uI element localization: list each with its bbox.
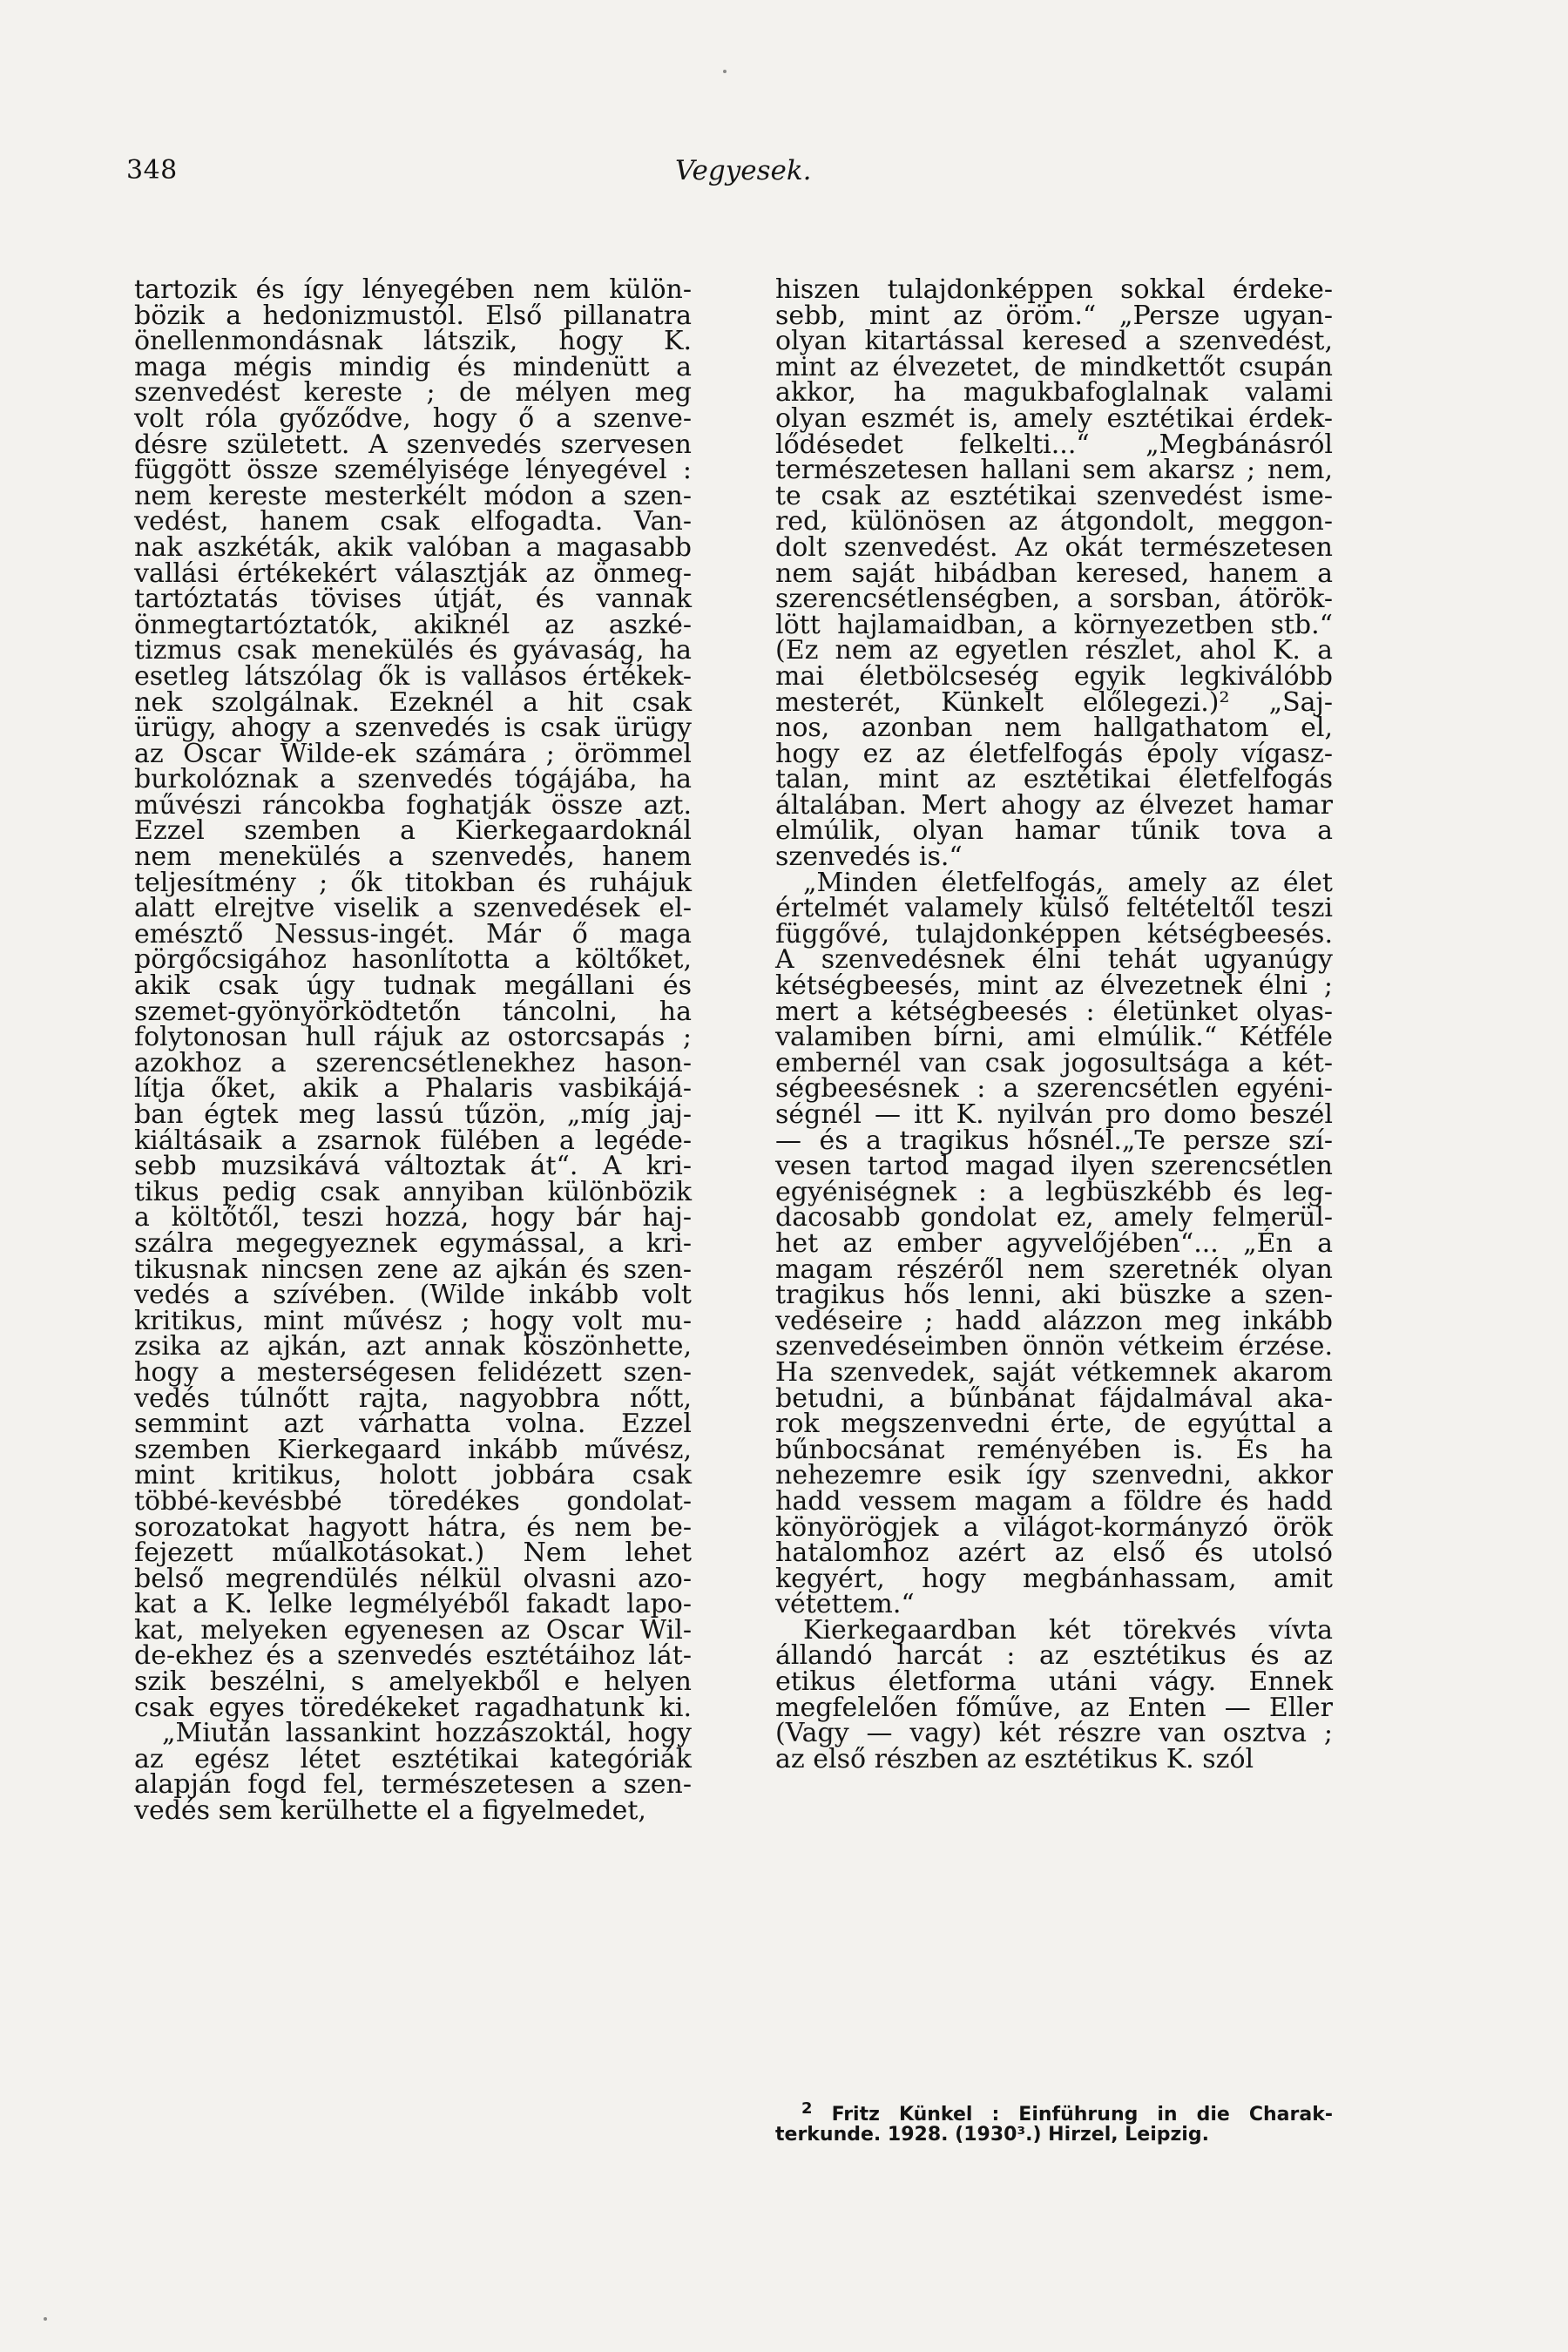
text-line: az egész létet esztétikai kategóriák <box>134 1743 692 1774</box>
text-line: többé-kevésbbé töredékes gondolat- <box>134 1485 692 1517</box>
text-line: hatalomhoz azért az első és utolsó <box>775 1538 1333 1569</box>
text-line: teljesítmény ; ők titokban és ruhájuk <box>134 867 692 898</box>
text-line: volt róla győződve, hogy ő a szenve- <box>134 402 692 434</box>
text-line: nos, azonban nem hallgathatom el, <box>775 713 1333 744</box>
text-line: kiáltásaik a zsarnok fülében a legéde- <box>134 1125 692 1156</box>
text-line: függött össze személyisége lényegével : <box>134 455 692 486</box>
text-line: kritikus, mint művész ; hogy volt mu- <box>134 1305 692 1336</box>
text-line: vedéseire ; hadd alázzon meg inkább <box>775 1305 1333 1336</box>
text-line: maga mégis mindig és mindenütt a <box>134 351 692 382</box>
text-line: nem saját hibádban keresed, hanem a <box>775 558 1333 589</box>
text-line: tartozik és így lényegében nem külön- <box>134 274 692 305</box>
text-line: lődésedet felkelti...“ „Megbánásról <box>775 429 1333 460</box>
text-line: mint kritikus, holott jobbára csak <box>134 1460 692 1491</box>
text-line: vedés a szívében. (Wilde inkább volt <box>134 1280 692 1311</box>
text-line: vétettem.“ <box>775 1589 915 1620</box>
text-line: lött hajlamaidban, a környezetben stb.“ <box>775 609 1333 640</box>
text-line: mert a kétségbeesés : életünket olyas- <box>775 996 1333 1027</box>
text-line: ségbeesésnek : a szerencsétlen egyéni- <box>775 1073 1333 1105</box>
text-line: tizmus csak menekülés és gyávaság, ha <box>134 635 692 666</box>
text-line: szik beszélni, s amelyekből e helyen <box>134 1666 692 1698</box>
text-line: vedés sem kerülhette el a figyelmedet, <box>134 1795 646 1827</box>
text-line: mint az élvezetet, de mindkettőt csupán <box>775 351 1333 382</box>
text-line: szenvedéseimben önnön vétkeim érzése. <box>775 1331 1333 1362</box>
text-line: nem menekülés a szenvedés, hanem <box>134 841 692 873</box>
text-line: vedést, hanem csak elfogadta. Van- <box>134 506 692 537</box>
text-line: belső megrendülés nélkül olvasni azo- <box>134 1563 692 1594</box>
text-line: pörgőcsigához hasonlította a költőket, <box>134 944 692 976</box>
text-line: szálra megegyeznek egymással, a kri- <box>134 1227 692 1259</box>
text-line: semmint azt várhatta volna. Ezzel <box>134 1409 692 1440</box>
running-head: Vegyesek. <box>675 155 812 186</box>
text-line: elmúlik, olyan hamar tűnik tova a <box>775 815 1333 847</box>
text-line: — és a tragikus hősnél.„Te persze szí- <box>775 1125 1333 1156</box>
text-line: esetleg látszólag ők is vallásos értékek- <box>134 660 692 692</box>
text-line: az Oscar Wilde-ek számára ; örömmel <box>134 738 692 769</box>
text-line: talan, mint az esztétikai életfelfogás <box>775 764 1333 795</box>
text-line: magam részéről nem szeretnék olyan <box>775 1254 1333 1285</box>
text-line: mai életbölcseség egyik legkiválóbb <box>775 660 1333 692</box>
text-line: Ha szenvedek, saját vétkemnek akarom <box>775 1356 1333 1388</box>
text-line: bűnbocsánat reményében is. És ha <box>775 1434 1333 1465</box>
text-line: valamiben bírni, ami elmúlik.“ Kétféle <box>775 1022 1333 1053</box>
text-line: hadd vessem magam a földre és hadd <box>775 1485 1333 1517</box>
text-line: sebb, mint az öröm.“ „Persze ugyan- <box>775 300 1333 331</box>
scan-speck <box>44 2317 47 2321</box>
text-line: red, különösen az átgondolt, meggon- <box>775 506 1333 537</box>
footnote-marker: 2 <box>801 2099 813 2118</box>
page-header <box>126 155 1337 199</box>
text-line: (Vagy — vagy) két részre van osztva ; <box>775 1718 1333 1749</box>
text-line: vesen tartod magad ilyen szerencsétlen <box>775 1151 1333 1182</box>
text-line: a költőtől, teszi hozzá, hogy bár haj- <box>134 1202 692 1233</box>
text-line: nek szolgálnak. Ezeknél a hit csak <box>134 686 692 718</box>
text-line: bözik a hedonizmustól. Első pillanatra <box>134 300 692 331</box>
text-line: alapján fogd fel, természetesen a szen- <box>134 1769 692 1801</box>
text-line: azokhoz a szerencsétlenekhez hason- <box>134 1047 692 1078</box>
text-line: de-ekhez és a szenvedés esztétáihoz lát- <box>134 1640 692 1672</box>
text-line: függővé, tulajdonképpen kétségbeesés. <box>775 918 1333 950</box>
right-text-column <box>775 274 1333 1774</box>
text-line: embernél van csak jogosultsága a két- <box>775 1047 1333 1078</box>
text-line: ban égtek meg lassú tűzön, „míg jaj- <box>134 1099 692 1130</box>
text-line: te csak az esztétikai szenvedést isme- <box>775 480 1333 511</box>
text-line: kegyért, hogy megbánhassam, amit <box>775 1563 1333 1594</box>
text-line: Kierkegaardban két törekvés vívta <box>803 1614 1333 1646</box>
text-line: ségnél — itt K. nyilván pro domo beszél <box>775 1099 1333 1130</box>
scan-speck <box>723 70 727 73</box>
text-line: általában. Mert ahogy az élvezet hamar <box>775 789 1333 821</box>
text-line: olyan kitartással keresed a szenvedést, <box>775 326 1333 357</box>
text-line: (Ez nem az egyetlen részlet, ahol K. a <box>775 635 1333 666</box>
text-line: önmegtartóztatók, akiknél az aszké- <box>134 609 692 640</box>
text-line: az első részben az esztétikus K. szól <box>775 1743 1254 1774</box>
text-line: olyan eszmét is, amely esztétikai érdek- <box>775 402 1333 434</box>
text-line: szemben Kierkegaard inkább művész, <box>134 1434 692 1465</box>
text-line: alatt elrejtve viselik a szenvedések el- <box>134 893 692 924</box>
text-line: „Minden életfelfogás, amely az élet <box>803 867 1333 898</box>
text-line: kat a K. lelke legmélyéből fakadt lapo- <box>134 1589 692 1620</box>
text-line: Ezzel szemben a Kierkegaardoknál <box>134 815 692 847</box>
text-line: lítja őket, akik a Phalaris vasbikájá- <box>134 1073 692 1105</box>
text-line: burkolóznak a szenvedés tógájába, ha <box>134 764 692 795</box>
text-line: hiszen tulajdonképpen sokkal érdeke- <box>775 274 1333 305</box>
text-line: önellenmondásnak látszik, hogy K. <box>134 326 692 357</box>
footnote-line-2: terkunde. 1928. (1930³.) Hirzel, Leipzig. <box>775 2124 1209 2146</box>
text-line: sorozatokat hagyott hátra, és nem be- <box>134 1511 692 1543</box>
text-line: szerencsétlenségben, a sorsban, átörök- <box>775 584 1333 615</box>
text-line: etikus életforma utáni vágy. Ennek <box>775 1666 1333 1698</box>
text-line: csak egyes töredékeket ragadhatunk ki. <box>134 1692 692 1723</box>
text-line: könyörögjek a világot-kormányzó örök <box>775 1511 1333 1543</box>
text-line: vedés túlnőtt rajta, nagyobbra nőtt, <box>134 1382 692 1414</box>
left-text-column <box>134 274 692 1827</box>
text-line: egyéniségnek : a legbüszkébb és leg- <box>775 1176 1333 1207</box>
text-line: mesterét, Künkelt előlegezi.)² „Saj- <box>775 686 1333 718</box>
text-line: vallási értékekért választják az önmeg- <box>134 558 692 589</box>
text-line: szenvedést kereste ; de mélyen meg <box>134 377 692 409</box>
text-line: nehezemre esik így szenvedni, akkor <box>775 1460 1333 1491</box>
text-line: sebb muzsikává változtak át“. A kri- <box>134 1151 692 1182</box>
text-line: dolt szenvedést. Az okát természetesen <box>775 531 1333 563</box>
text-line: akkor, ha magukbafoglalnak valami <box>775 377 1333 409</box>
text-line: tragikus hős lenni, aki büszke a szen- <box>775 1280 1333 1311</box>
text-line: művészi ráncokba foghatják össze azt. <box>134 789 692 821</box>
text-line: hogy a mesterségesen felidézett szen- <box>134 1356 692 1388</box>
text-line: tartóztatás tövises útját, és vannak <box>134 584 692 615</box>
text-line: désre született. A szenvedés szervesen <box>134 429 692 460</box>
text-line: emésztő Nessus-ingét. Már ő maga <box>134 918 692 950</box>
text-line: rok megszenvedni érte, de egyúttal a <box>775 1409 1333 1440</box>
text-line: dacosabb gondolat ez, amely felmerül- <box>775 1202 1333 1233</box>
text-line: fejezett műalkotásokat.) Nem lehet <box>134 1538 692 1569</box>
text-line: tikusnak nincsen zene az ajkán és szen- <box>134 1254 692 1285</box>
text-line: szemet-gyönyörködtetőn táncolni, ha <box>134 996 692 1027</box>
text-line: akik csak úgy tudnak megállani és <box>134 970 692 1002</box>
text-line: kat, melyeken egyenesen az Oscar Wil- <box>134 1614 692 1646</box>
text-line: ürügy, ahogy a szenvedés is csak ürügy <box>134 713 692 744</box>
text-line: het az ember agyvelőjében“... „Én a <box>775 1227 1333 1259</box>
text-line: tikus pedig csak annyiban különbözik <box>134 1176 692 1207</box>
text-line: természetesen hallani sem akarsz ; nem, <box>775 455 1333 486</box>
text-line: állandó harcát : az esztétikus és az <box>775 1640 1333 1672</box>
footnote-line-1: $^2$ Fritz Künkel : Einführung in die Charak- <box>801 2099 1333 2126</box>
footnote <box>775 2096 1333 2148</box>
text-line: szenvedés is.“ <box>775 841 963 873</box>
text-line: megfelelően főműve, az Enten — Eller <box>775 1692 1333 1723</box>
text-line: betudni, a bűnbánat fájdalmával aka- <box>775 1382 1333 1414</box>
text-line: zsika az ajkán, azt annak köszönhette, <box>134 1331 692 1362</box>
page-number: 348 <box>126 155 178 186</box>
text-line: hogy ez az életfelfogás époly vígasz- <box>775 738 1333 769</box>
text-line: kétségbeesés, mint az élvezetnek élni ; <box>775 970 1333 1002</box>
text-line: „Miután lassankint hozzászoktál, hogy <box>162 1718 692 1749</box>
text-line: folytonosan hull rájuk az ostorcsapás ; <box>134 1022 692 1053</box>
text-line: A szenvedésnek élni tehát ugyanúgy <box>775 944 1333 976</box>
text-line: nak aszkéták, akik valóban a magasabb <box>134 531 692 563</box>
text-line: értelmét valamely külső feltételtől teszi <box>775 893 1333 924</box>
text-line: nem kereste mesterkélt módon a szen- <box>134 480 692 511</box>
